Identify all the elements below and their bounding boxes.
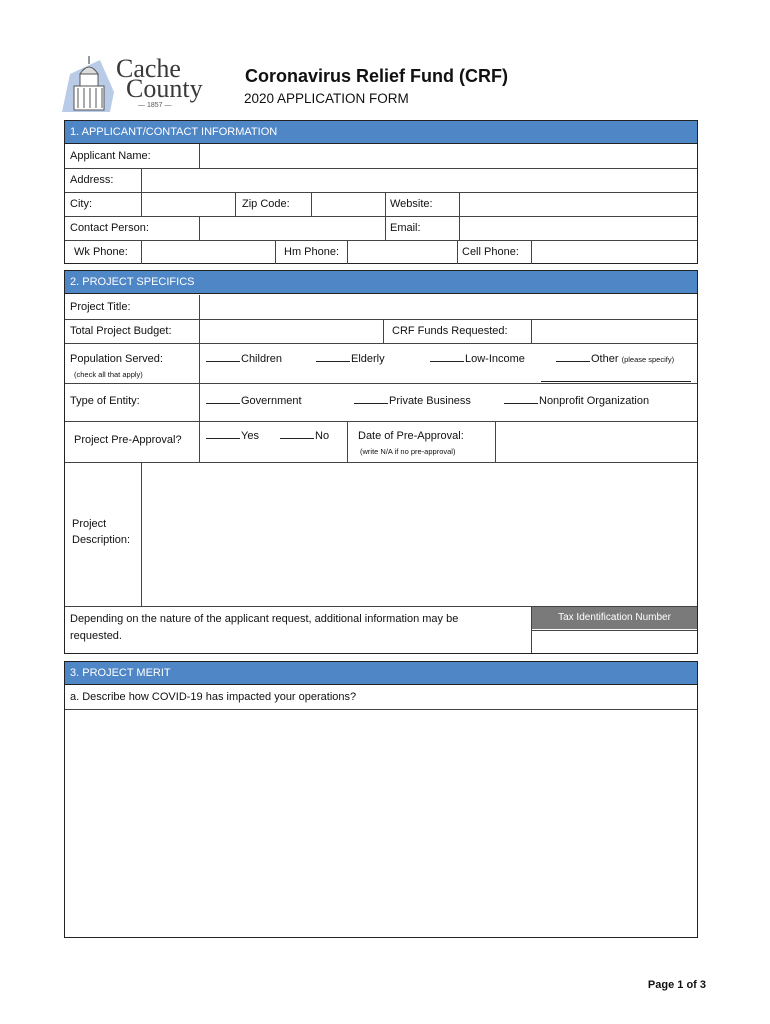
- pop-elderly-option[interactable]: [311, 348, 385, 370]
- email-label: Email:: [390, 222, 421, 234]
- section-project-specifics: [64, 270, 698, 654]
- pre-approval-note: (write N/A if no pre-approval): [360, 447, 456, 456]
- contact-person-input[interactable]: [199, 216, 385, 240]
- address-label: Address:: [70, 174, 114, 186]
- crf-requested-label: CRF Funds Requested:: [392, 325, 508, 337]
- city-input[interactable]: [141, 192, 235, 216]
- pre-approval-no-text: No: [315, 430, 330, 442]
- total-budget-label: Total Project Budget:: [70, 325, 172, 337]
- population-note: (check all that apply): [74, 370, 143, 379]
- project-title-input[interactable]: [199, 295, 697, 319]
- website-input[interactable]: [459, 192, 697, 216]
- entity-private-option[interactable]: [349, 390, 471, 412]
- entity-nonprofit-option[interactable]: [499, 390, 649, 412]
- section-3-heading: 3. PROJECT MERIT: [65, 662, 697, 685]
- covid-impact-question: a. Describe how COVID-19 has impacted your operations?: [70, 691, 357, 703]
- section-1-heading: 1. APPLICANT/CONTACT INFORMATION: [65, 121, 697, 144]
- section-applicant-contact: [64, 120, 698, 264]
- logo-text-cache: Cache: [116, 54, 181, 83]
- courthouse-icon: [60, 52, 116, 114]
- crf-requested-input[interactable]: [531, 319, 697, 343]
- cache-county-logo: [60, 52, 220, 114]
- zip-code-input[interactable]: [311, 192, 385, 216]
- entity-private-text: Private Business: [389, 395, 471, 407]
- zip-code-label: Zip Code:: [242, 198, 290, 210]
- pre-approval-date-label: Date of Pre-Approval:: [358, 430, 464, 442]
- form-subtitle: 2020 APPLICATION FORM: [244, 91, 409, 106]
- hm-phone-label: Hm Phone:: [284, 246, 340, 258]
- contact-person-label: Contact Person:: [70, 222, 149, 234]
- cell-phone-label: Cell Phone:: [462, 246, 519, 258]
- hm-phone-input[interactable]: [347, 240, 457, 264]
- additional-info-note: [65, 611, 458, 645]
- pop-elderly-text: Elderly: [351, 353, 385, 365]
- tax-id-input[interactable]: [532, 630, 697, 653]
- address-input[interactable]: [141, 168, 697, 192]
- additional-info-line1: Depending on the nature of the applicant request, additional information may be: [70, 613, 459, 625]
- entity-type-label: Type of Entity:: [70, 395, 140, 407]
- entity-government-text: Government: [241, 395, 302, 407]
- pre-approval-yes-text: Yes: [241, 430, 259, 442]
- pop-other-note: (please specify): [621, 355, 675, 364]
- description-label-line2: Description:: [72, 534, 131, 546]
- wk-phone-input[interactable]: [141, 240, 275, 264]
- logo-year: — 1857 —: [138, 102, 172, 109]
- population-served-label: Population Served:: [70, 353, 163, 365]
- project-title-label: Project Title:: [70, 301, 131, 313]
- section-2-heading: 2. PROJECT SPECIFICS: [65, 271, 697, 294]
- pop-low-income-option[interactable]: [425, 348, 525, 370]
- pop-other-specify-line[interactable]: [541, 381, 691, 382]
- pop-children-option[interactable]: [201, 348, 282, 370]
- cell-phone-input[interactable]: [531, 240, 697, 264]
- pop-other-option[interactable]: [551, 348, 674, 370]
- pre-approval-no-option[interactable]: [275, 425, 329, 447]
- logo-text-county: County: [126, 74, 203, 103]
- pop-low-income-text: Low-Income: [465, 353, 525, 365]
- pre-approval-date-input[interactable]: [495, 421, 697, 462]
- pop-other-text: Other: [591, 353, 619, 365]
- description-label-line1: Project: [72, 518, 107, 530]
- entity-nonprofit-text: Nonprofit Organization: [539, 395, 650, 407]
- wk-phone-label: Wk Phone:: [74, 246, 128, 258]
- email-input[interactable]: [459, 216, 697, 240]
- applicant-name-input[interactable]: [199, 144, 697, 168]
- applicant-name-label: Applicant Name:: [70, 150, 151, 162]
- tax-id-label: Tax Identification Number: [532, 607, 697, 629]
- city-label: City:: [70, 198, 92, 210]
- page-number: Page 1 of 3: [647, 979, 706, 991]
- pop-children-text: Children: [241, 353, 282, 365]
- pre-approval-label: Project Pre-Approval?: [74, 434, 182, 446]
- total-budget-input[interactable]: [199, 319, 383, 343]
- entity-government-option[interactable]: [201, 390, 302, 412]
- section-project-merit: [64, 661, 698, 938]
- additional-info-line2: requested.: [70, 630, 122, 642]
- project-description-input[interactable]: [141, 462, 697, 606]
- website-label: Website:: [390, 198, 433, 210]
- covid-impact-input[interactable]: [65, 710, 696, 936]
- pre-approval-yes-option[interactable]: [201, 425, 259, 447]
- project-description-label: [67, 516, 130, 548]
- form-title: Coronavirus Relief Fund (CRF): [245, 66, 509, 86]
